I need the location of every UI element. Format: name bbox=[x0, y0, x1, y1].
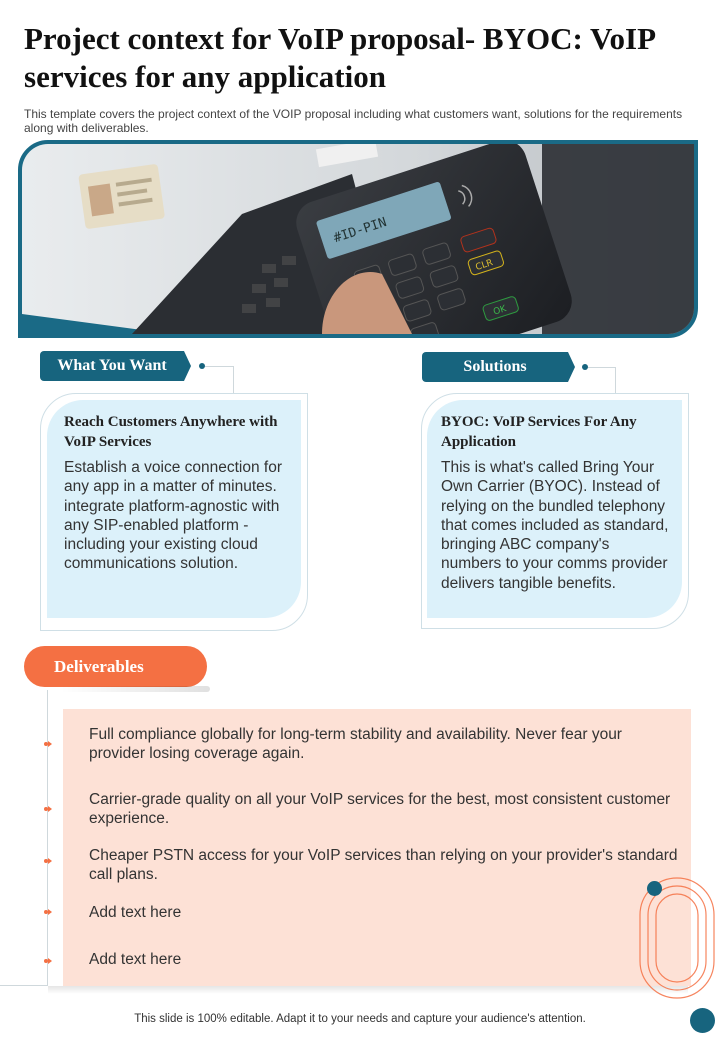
solutions-body: This is what's called Bring Your Own Carrier (BYOC). Instead of relying on the bundled telephony that comes included as standard, bringing ABC company's numbers to your comms provider delivers tangible benefits. bbox=[441, 459, 669, 592]
what-you-want-connector bbox=[205, 366, 234, 394]
terminal-screen-text: #ID-PIN bbox=[331, 215, 389, 247]
ok-key-label: OK bbox=[492, 304, 508, 318]
decorative-dot-small bbox=[647, 881, 662, 896]
what-you-want-heading: Reach Customers Anywhere with VoIP Services bbox=[64, 414, 278, 450]
deliverable-item-1: Full compliance globally for long-term stability and availability. Never fear your provider losing coverage again. bbox=[89, 726, 622, 762]
what-you-want-card bbox=[47, 400, 301, 618]
footer-note: This slide is 100% editable. Adapt it to your needs and capture your audience's attention. bbox=[134, 1013, 586, 1025]
deliverable-bullet-icon bbox=[44, 957, 54, 965]
what-you-want-tag-arrow bbox=[184, 351, 191, 381]
deliverable-bullet-icon bbox=[44, 908, 54, 916]
solutions-card bbox=[427, 400, 682, 618]
deliverables-timeline-base bbox=[0, 985, 48, 986]
deliverable-item-2: Carrier-grade quality on all your VoIP services for the best, most consistent customer experience. bbox=[89, 791, 671, 827]
deliverable-bullet-icon bbox=[44, 740, 54, 748]
deliverable-item-3: Cheaper PSTN access for your VoIP services than relying on your provider's standard call plans. bbox=[89, 847, 678, 883]
solutions-connector bbox=[588, 367, 616, 394]
deliverable-bullet-icon bbox=[44, 805, 54, 813]
clr-key-label: CLR bbox=[474, 257, 495, 273]
solutions-heading: BYOC: VoIP Services For Any Application bbox=[441, 414, 637, 450]
page-subtitle: This template covers the project context of the VOIP proposal including what customers want, solutions for the requirements along with deliverables. bbox=[24, 107, 683, 135]
solutions-tag: Solutions bbox=[422, 352, 568, 382]
deliverable-item-5: Add text here bbox=[89, 951, 182, 968]
deliverable-bullet-icon bbox=[44, 857, 54, 865]
payment-terminal-illustration bbox=[22, 144, 694, 334]
what-you-want-body: Establish a voice connection for any app in a matter of minutes. integrate platform-agnostic with any SIP-enabled platform - including your existing cloud communications solution. bbox=[64, 459, 282, 573]
deliverables-timeline bbox=[47, 690, 48, 986]
solutions-tag-arrow bbox=[568, 352, 575, 382]
header-photo bbox=[18, 140, 698, 338]
deliverables-panel-shadow bbox=[48, 986, 688, 994]
deliverables-label: Deliverables bbox=[24, 646, 207, 687]
what-you-want-tag: What You Want bbox=[40, 351, 184, 381]
deliverables-label-shadow bbox=[60, 686, 210, 692]
deliverable-item-4: Add text here bbox=[89, 904, 182, 921]
page-title: Project context for VoIP proposal- BYOC: VoIP services for any application bbox=[24, 21, 655, 94]
id-card-icon bbox=[78, 164, 165, 230]
